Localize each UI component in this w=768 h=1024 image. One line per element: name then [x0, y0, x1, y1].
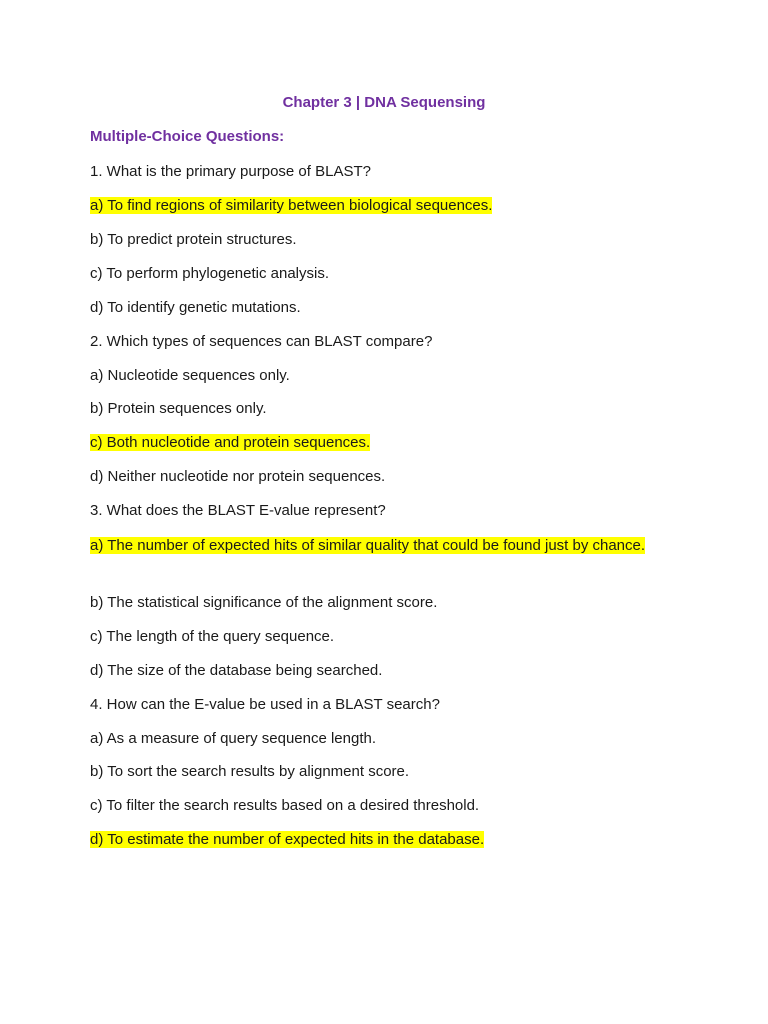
section-heading: Multiple-Choice Questions:	[90, 128, 285, 145]
option-text: b) Protein sequences only.	[90, 400, 267, 417]
option-text: b) The statistical significance of the alignment score.	[90, 594, 438, 611]
option-4c	[90, 795, 680, 817]
question-2	[90, 331, 680, 353]
option-text: b) To sort the search results by alignment score.	[90, 763, 410, 780]
option-4a	[90, 728, 680, 750]
page-title: Chapter 3 | DNA Sequensing	[282, 94, 486, 111]
option-text: c) The length of the query sequence.	[90, 628, 335, 645]
option-3c	[90, 626, 680, 648]
correct-answer-highlight: c) Both nucleotide and protein sequences.	[90, 434, 371, 451]
option-3d	[90, 660, 680, 682]
question-text: 1. What is the primary purpose of BLAST?	[90, 163, 371, 180]
option-text: d) Neither nucleotide nor protein sequences.	[90, 468, 386, 485]
question-text: 4. How can the E-value be used in a BLAST search?	[90, 696, 440, 713]
question-text: 2. Which types of sequences can BLAST compare?	[90, 333, 433, 350]
question-3	[90, 500, 680, 522]
correct-answer-highlight: a) To find regions of similarity between biological sequences.	[90, 197, 493, 214]
option-text: a) Nucleotide sequences only.	[90, 367, 290, 384]
question-4	[90, 694, 680, 716]
option-2b	[90, 398, 680, 420]
correct-answer-highlight: a) The number of expected hits of similar quality that could be found just by chance.	[90, 537, 646, 554]
option-text: c) To filter the search results based on a desired threshold.	[90, 797, 480, 814]
option-text: d) To identify genetic mutations.	[90, 299, 301, 316]
correct-answer-highlight: d) To estimate the number of expected hits in the database.	[90, 831, 485, 848]
option-1b	[90, 229, 680, 251]
option-text: b) To predict protein structures.	[90, 231, 297, 248]
option-text: d) The size of the database being searched.	[90, 662, 383, 679]
question-text: 3. What does the BLAST E-value represent?	[90, 502, 386, 519]
option-3b	[90, 592, 680, 614]
option-text: a) As a measure of query sequence length.	[90, 730, 377, 747]
option-2a	[90, 365, 680, 387]
option-3a	[90, 535, 680, 557]
option-2d	[90, 466, 680, 488]
option-4b	[90, 761, 680, 783]
option-2c	[90, 432, 680, 454]
option-1c	[90, 263, 680, 285]
option-1a	[90, 195, 680, 217]
question-1	[90, 161, 680, 183]
option-1d	[90, 297, 680, 319]
option-4d	[90, 829, 680, 851]
option-text: c) To perform phylogenetic analysis.	[90, 265, 330, 282]
